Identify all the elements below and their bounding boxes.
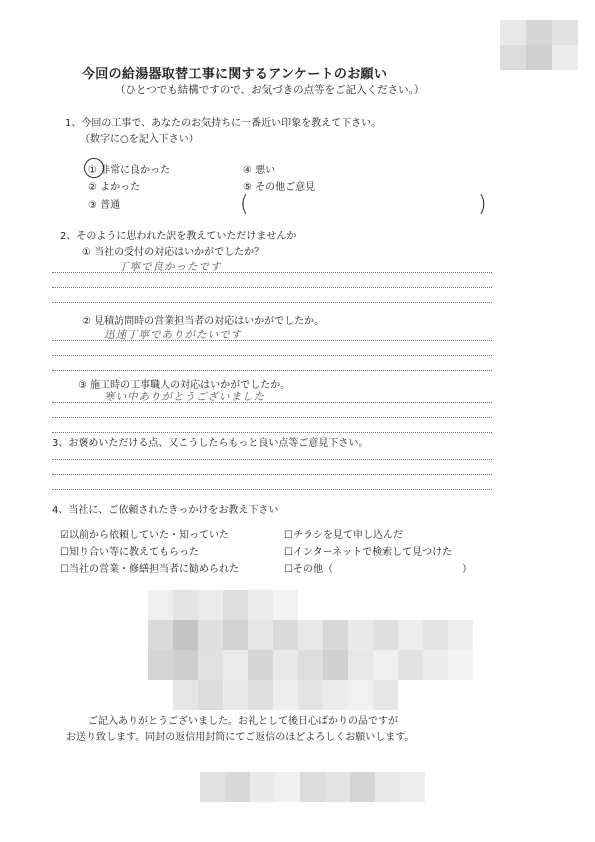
q4-question: 4、当社に、ご依頼されたきっかけをお教え下さい bbox=[52, 505, 279, 516]
answer-line bbox=[52, 459, 492, 460]
q4-option-1: ☑以前から依頼していた・知っていた bbox=[60, 530, 229, 541]
q3-question: 3、お褒めいただける点、又こうしたらもっと良い点等ご意見下さい。 bbox=[52, 438, 369, 449]
answer-line bbox=[52, 287, 492, 288]
q2-sub1: ① 当社の受付の対応はいかがでしたか？ bbox=[82, 247, 265, 258]
answer-line bbox=[52, 355, 492, 356]
q1-question: 1、今回の工事で、あなたのお気持ちに一番近い印象を教えて下さい。 bbox=[65, 118, 382, 129]
page-subtitle: （ひとつでも結構ですので、お気づきの点等をご記入ください。） bbox=[115, 84, 425, 96]
q4-option-3: ☐当社の営業・修繕担当者に勧められた bbox=[60, 564, 239, 575]
answer-line bbox=[52, 474, 492, 475]
answer-line bbox=[52, 302, 492, 303]
footer-line-1: ご記入ありがとうございました。お礼として後日心ばかりの品ですが bbox=[88, 716, 398, 727]
redacted-block-bottom bbox=[200, 772, 430, 802]
redacted-block bbox=[148, 590, 498, 710]
answer-line bbox=[52, 432, 492, 433]
q4-option-6-close: ） bbox=[462, 564, 472, 575]
answer-line bbox=[52, 370, 492, 371]
answer-line bbox=[52, 489, 492, 490]
q1-option-2: ② よかった bbox=[88, 182, 141, 193]
q1-instruction: （数字に○を記入下さい） bbox=[80, 134, 199, 145]
page-title: 今回の給湯器取替工事に関するアンケートのお願い bbox=[82, 67, 388, 82]
redacted-mark-top bbox=[500, 20, 578, 70]
answer-line bbox=[52, 417, 492, 418]
q2-sub2: ② 見積訪問時の営業担当者の対応はいかがでしたか。 bbox=[82, 316, 325, 327]
q1-option-1: ① 非常に良かった bbox=[88, 165, 171, 176]
q4-option-5: ☐インターネットで検索して見つけた bbox=[284, 547, 453, 558]
q1-paren-open: ( bbox=[240, 192, 249, 217]
answer-line bbox=[52, 272, 492, 273]
q2-answer3: 寒い中ありがとうございました bbox=[104, 391, 265, 403]
footer-line-2: お送り致します。同封の返信用封筒にてご返信のほどよろしくお願いします。 bbox=[66, 732, 415, 743]
q1-option-5: ⑤ その他ご意見 bbox=[243, 182, 316, 193]
q2-sub3: ③ 施工時の工事職人の対応はいかがでしたか。 bbox=[78, 380, 291, 391]
q4-option-2: ☐知り合い等に教えてもらった bbox=[60, 547, 199, 558]
q2-question: 2、そのように思われた訳を教えていただけませんか bbox=[60, 231, 297, 242]
q2-answer1: 丁寧で良かったです bbox=[118, 261, 222, 273]
answer-line bbox=[52, 402, 492, 403]
q4-option-6: ☐その他（ bbox=[284, 564, 333, 575]
q1-paren-close: ) bbox=[478, 192, 487, 217]
q1-option-4: ④ 悪い bbox=[243, 165, 276, 176]
q4-option-4: ☐チラシを見て申し込んだ bbox=[284, 530, 403, 541]
q1-option-3: ③ 普通 bbox=[88, 200, 121, 211]
answer-line bbox=[52, 340, 492, 341]
q2-answer2: 迅速丁寧でありがたいです bbox=[104, 329, 242, 341]
